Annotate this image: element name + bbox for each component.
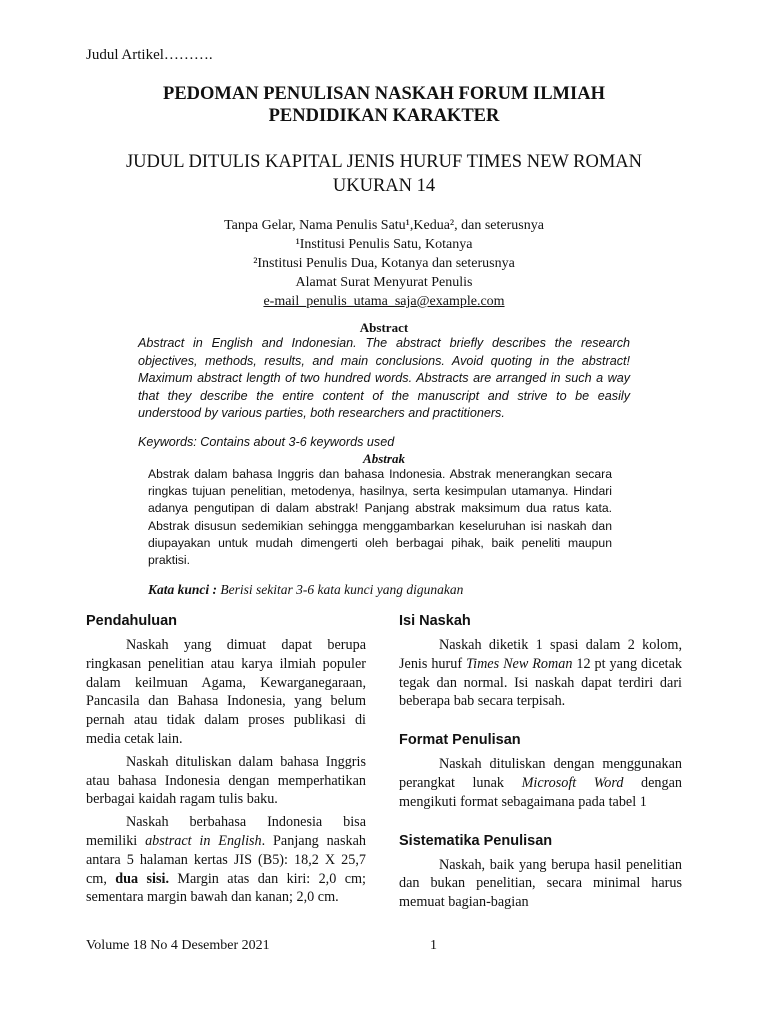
italic-text: Microsoft Word <box>521 774 624 791</box>
paragraph <box>86 813 366 907</box>
keywords-en: Keywords: Contains about 3-6 keywords used <box>138 435 395 449</box>
sub-title <box>0 150 768 198</box>
paragraph <box>399 755 682 811</box>
keywords-id <box>148 582 463 598</box>
footer-volume: Volume 18 No 4 Desember 2021 <box>86 938 270 953</box>
text-span: Naskah dituliskan dengan menggunakan perangkat lunak <box>399 756 682 791</box>
abstract-en-heading: Abstract <box>359 320 409 335</box>
correspondence-address: Alamat Surat Menyurat Penulis <box>295 275 473 290</box>
text-span: . Panjang naskah antara 5 halaman kertas JIS (B5): 18,2 X 25,7 cm, <box>86 832 366 887</box>
main-title <box>0 83 768 127</box>
section-heading-format-penulisan: Format Penulisan <box>399 732 521 749</box>
text-span: 12 pt yang dicetak tegak dan normal. Isi naskah dapat terdiri dari beberapa bab secara terpisah. <box>399 655 683 710</box>
main-title-line-2: PENDIDIKAN KARAKTER <box>268 106 500 126</box>
abstract-en-text: Abstract in English and Indonesian. The abstract briefly describes the research objectives, methods, results, and main conclusions. Avoid quoting in the abstract! Maximum abstract length of two hundred words. Abstracts are arranged in such a way that they describe the entire content of the manuscript and strive to be easily understood by various parties, both researchers and practitioners. <box>138 336 630 421</box>
right-column <box>399 612 682 916</box>
sub-title-line-2: UKURAN 14 <box>332 176 436 196</box>
author-names: Tanpa Gelar, Nama Penulis Satu¹,Kedua², dan seterusnya <box>224 218 544 233</box>
left-column <box>86 612 366 911</box>
section-heading-pendahuluan: Pendahuluan <box>86 613 178 629</box>
bold-text: dua sisi. <box>115 870 169 887</box>
sub-title-line-1: JUDUL DITULIS KAPITAL JENIS HURUF TIMES NEW ROMAN <box>125 152 642 172</box>
author-block <box>0 216 768 311</box>
keywords-id-text: Berisi sekitar 3-6 kata kunci yang digunakan <box>217 582 464 597</box>
author-email-link[interactable]: e-mail_penulis_utama_saja@example.com <box>263 294 505 309</box>
affiliation-2: ²Institusi Penulis Dua, Kotanya dan seterusnya <box>253 256 515 271</box>
text-span: Naskah diketik 1 spasi dalam 2 kolom, Jenis huruf <box>399 637 682 672</box>
text-span: Margin atas dan kiri: 2,0 cm; sementara margin bawah dan kanan; 2,0 cm. <box>86 870 366 906</box>
italic-text: Times New Roman <box>466 655 573 672</box>
abstract-id-text: Abstrak dalam bahasa Inggris dan bahasa Indonesia. Abstrak menerangkan secara ringkas tujuan penelitian, metodenya, hasilnya, serta kesimpulan utamanya. Hindari adanya pengutipan di dalam abstrak! Panjang abstrak maksimum dua ratus kata. Abstrak disusun sedemikian sehingga menggambarkan keseluruhan isi naskah dan diupayakan untuk mudah dimengerti oleh berbagai pihak, baik peneliti maupun praktisi. <box>148 467 612 568</box>
italic-text: abstract in English <box>145 832 262 849</box>
section-heading-sistematika-penulisan: Sistematika Penulisan <box>399 832 553 849</box>
affiliation-1: ¹Institusi Penulis Satu, Kotanya <box>295 237 473 252</box>
running-title: Judul Artikel………. <box>86 47 213 63</box>
keywords-id-label: Kata kunci : <box>148 582 218 597</box>
paragraph: Naskah yang dimuat dapat berupa ringkasan penelitian atau karya ilmiah populer dalam keilmuan Agama, Kewarganegaraan, Pancasila dan Bahasa Indonesia, yang belum pernah atau tidak dalam proses publikasi di media cetak lain. <box>86 637 366 747</box>
paragraph <box>399 636 682 711</box>
main-title-line-1: PEDOMAN PENULISAN NASKAH FORUM ILMIAH <box>163 84 605 104</box>
paragraph: Naskah dituliskan dalam bahasa Inggris atau bahasa Indonesia dengan memperhatikan berbagai kaidah ragam tulis baku. <box>86 753 366 808</box>
page-number: 1 <box>430 938 437 953</box>
paragraph: Naskah, baik yang berupa hasil penelitian dan bukan penelitian, secara minimal harus memuat bagian-bagian <box>399 856 682 911</box>
text-span: dengan mengikuti format sebagaimana pada tabel 1 <box>399 774 682 810</box>
text-span: Naskah berbahasa Indonesia bisa memiliki <box>86 814 366 849</box>
section-heading-isi-naskah: Isi Naskah <box>399 613 471 629</box>
abstract-id-heading: Abstrak <box>363 451 405 466</box>
